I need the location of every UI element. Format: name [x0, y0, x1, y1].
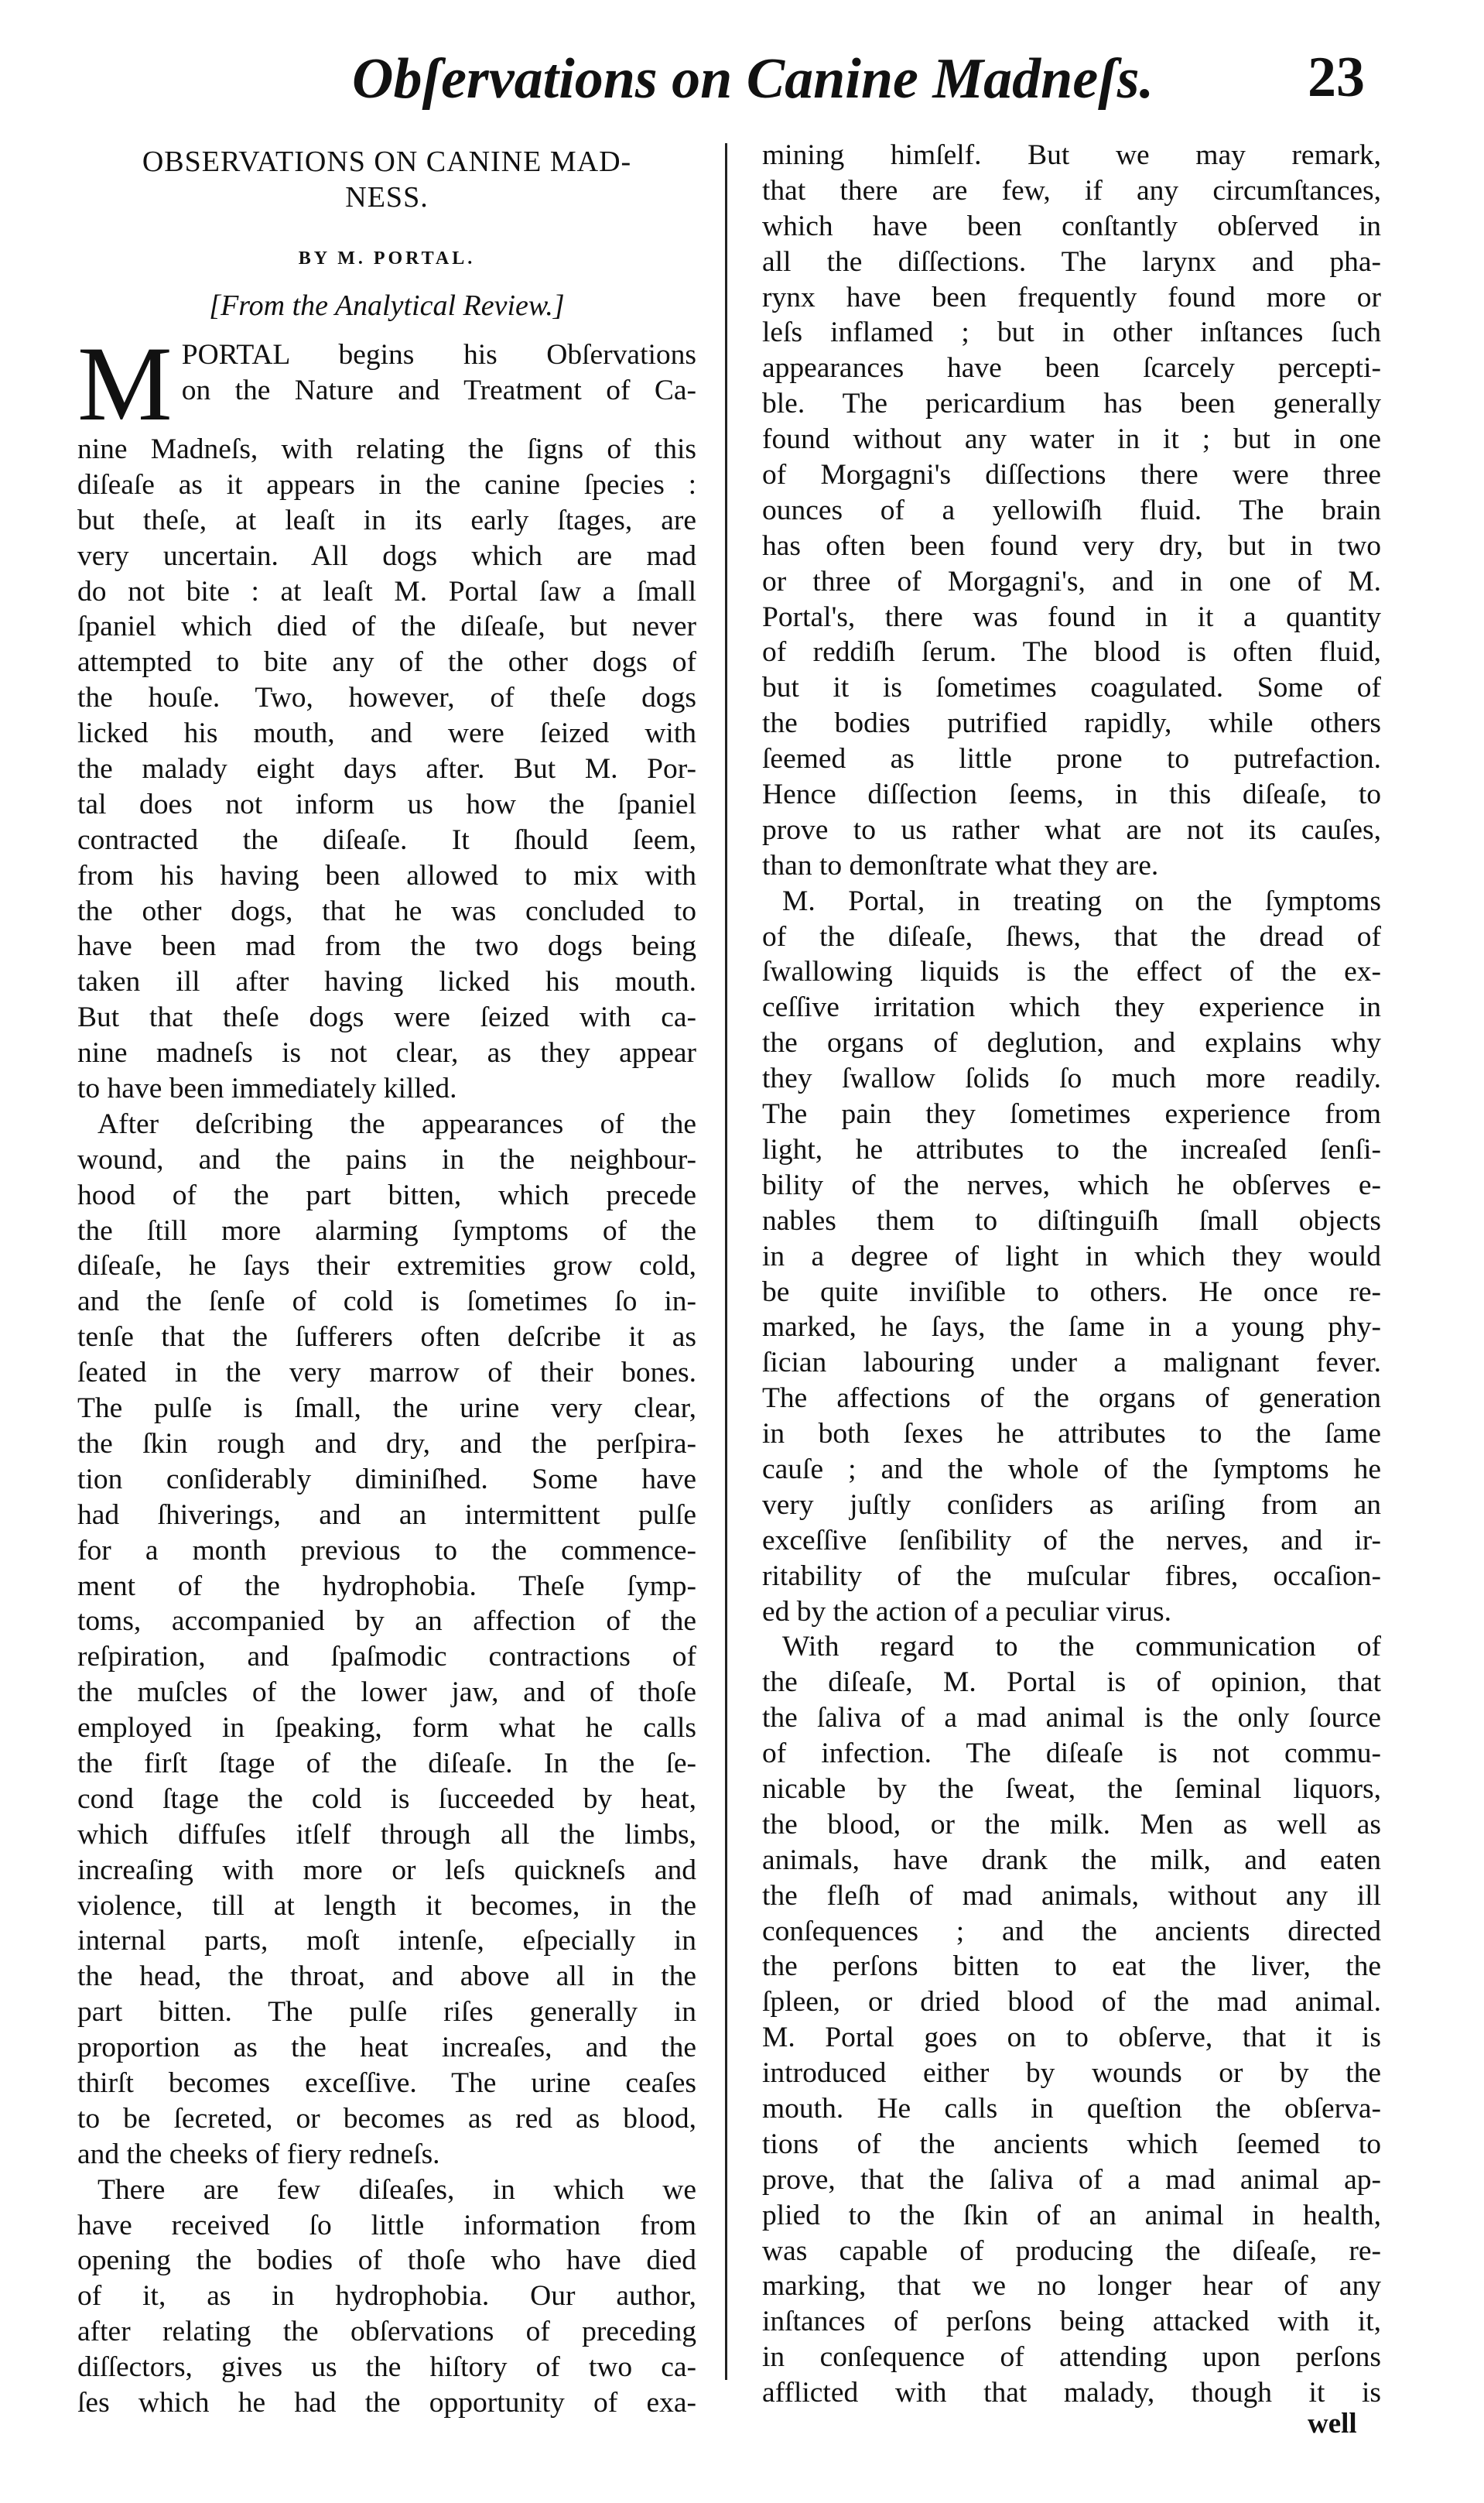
text-line: toms, accompanied by an affection of the — [77, 1605, 696, 1638]
text-line: animals, have drank the milk, and eaten — [762, 1844, 1381, 1876]
text-line: or three of Morgagni's, and in one of M. — [762, 565, 1381, 598]
text-line: With regard to the communication of — [782, 1631, 1381, 1663]
text-line: prove, that the ſaliva of a mad animal ap- — [762, 2163, 1381, 2196]
text-line: nine madneſs is not clear, as they appear — [77, 1037, 696, 1070]
text-line: But that theſe dogs were ſeized with ca- — [77, 1002, 696, 1034]
text-line: diſeaſe as it appears in the canine ſpecies : — [77, 468, 696, 501]
text-line: had ſhiverings, and an intermittent pulſe — [77, 1498, 696, 1531]
text-line: the organs of deglution, and explains why — [762, 1027, 1381, 1060]
text-line: be quite inviſible to others. He once re- — [762, 1275, 1381, 1308]
text-line: for a month previous to the commence- — [77, 1534, 696, 1567]
text-line: ment of the hydrophobia. Theſe ſymp- — [77, 1570, 696, 1602]
text-line: in both ſexes he attributes to the ſame — [762, 1418, 1381, 1450]
text-line: that there are few, if any circumſtances, — [762, 174, 1381, 207]
text-line: have received ſo little information from — [77, 2209, 696, 2241]
text-line: mouth. He calls in queſtion the obſerva- — [762, 2092, 1381, 2125]
text-line: of reddiſh ſerum. The blood is often fluid, — [762, 636, 1381, 669]
text-line: part bitten. The pulſe riſes generally in — [77, 1996, 696, 2029]
text-line: leſs inflamed ; but in other inſtances ſuch — [762, 317, 1381, 349]
article-title-line-1: OBSERVATIONS ON CANINE MAD- — [142, 146, 632, 178]
text-line: M. Portal goes on to obſerve, that it is — [762, 2022, 1381, 2054]
drop-cap: M — [77, 324, 173, 443]
text-line: the diſeaſe, M. Portal is of opinion, that — [762, 1666, 1381, 1699]
text-line: The affections of the organs of generation — [762, 1382, 1381, 1415]
text-line: of Morgagni's diſſections there were three — [762, 459, 1381, 491]
text-line: has often been found very dry, but in two — [762, 529, 1381, 562]
opening-paragraph — [77, 324, 696, 467]
text-line: the ſkin rough and dry, and the perſpira- — [77, 1427, 696, 1460]
text-line: very uncertain. All dogs which are mad — [77, 539, 696, 572]
text-line: conſequences ; and the ancients directed — [762, 1915, 1381, 1947]
text-line: ſes which he had the opportunity of exa- — [77, 2386, 696, 2419]
text-line: afflicted with that malady, though it is — [762, 2377, 1381, 2409]
text-line: in a degree of light in which they would — [762, 1240, 1381, 1272]
text-line: the other dogs, that he was concluded to — [77, 895, 696, 927]
text-line: ceſſive irritation which they experience in — [762, 991, 1381, 1024]
article-byline: BY M. PORTAL. — [298, 248, 476, 269]
text-line: the perſons bitten to eat the liver, the — [762, 1950, 1381, 1983]
text-line: bility of the nerves, which he obſerves e- — [762, 1169, 1381, 1201]
text-line: tion conſiderably diminiſhed. Some have — [77, 1463, 696, 1495]
text-line: tal does not inform us how the ſpaniel — [77, 788, 696, 820]
text-line: internal parts, moſt intenſe, eſpecially in — [77, 1925, 696, 1957]
text-line: to be ſecreted, or becomes as red as blood, — [77, 2102, 696, 2135]
text-line: introduced either by wounds or by the — [762, 2057, 1381, 2090]
text-line: the bodies putrified rapidly, while others — [762, 707, 1381, 740]
text-line: After deſcribing the appearances of the — [97, 1108, 696, 1140]
text-line: ed by the action of a peculiar virus. — [762, 1595, 1171, 1628]
text-line: employed in ſpeaking, form what he calls — [77, 1712, 696, 1745]
text-line: and the cheeks of fiery redneſs. — [77, 2138, 440, 2170]
text-line: of infection. The diſeaſe is not commu- — [762, 1738, 1381, 1770]
text-line: than to demonſtrate what they are. — [762, 849, 1159, 882]
article-title-line-2: NESS. — [345, 181, 429, 214]
text-line: increaſing with more or leſs quickneſs and — [77, 1854, 696, 1886]
text-line: ſpaniel which died of the diſeaſe, but never — [77, 611, 696, 643]
text-line: after relating the obſervations of preceding — [77, 2316, 696, 2348]
text-line: ritability of the muſcular fibres, occaſion- — [762, 1560, 1381, 1592]
text-line: plied to the ſkin of an animal in health, — [762, 2199, 1381, 2231]
text-line: nicable by the ſweat, the ſeminal liquors, — [762, 1772, 1381, 1805]
text-line: nine Madneſs, with relating the ſigns of this — [77, 433, 696, 465]
page-number: 23 — [1308, 46, 1365, 109]
text-line: hood of the part bitten, which precede — [77, 1179, 696, 1211]
text-line: appearances have been ſcarcely percepti- — [762, 352, 1381, 385]
text-line: prove to us rather what are not its cauſes, — [762, 813, 1381, 846]
text-line: ſeated in the very marrow of their bones. — [77, 1357, 696, 1389]
column-divider — [725, 143, 727, 2380]
text-line: of it, as in hydrophobia. Our author, — [77, 2280, 696, 2313]
text-line: The pulſe is ſmall, the urine very clear, — [77, 1392, 696, 1425]
text-line: they ſwallow ſolids ſo much more readily. — [762, 1063, 1381, 1095]
text-line: The pain they ſometimes experience from — [762, 1098, 1381, 1131]
text-line: exceſſive ſenſibility of the nerves, and ir- — [762, 1524, 1381, 1556]
text-line: Hence diſſection ſeems, in this diſeaſe, to — [762, 779, 1381, 811]
text-line: PORTAL begins his Obſervations — [181, 339, 696, 371]
left-column — [77, 138, 696, 2421]
text-line: of the diſeaſe, ſhews, that the dread of — [762, 920, 1381, 953]
text-line: contracted the diſeaſe. It ſhould ſeem, — [77, 823, 696, 856]
text-line: the ſtill more alarming ſymptoms of the — [77, 1214, 696, 1247]
text-line: the muſcles of the lower jaw, and of thoſe — [77, 1676, 696, 1709]
text-line: was capable of producing the diſeaſe, re- — [762, 2234, 1381, 2267]
text-line: ble. The pericardium has been generally — [762, 388, 1381, 420]
text-line: from his having been allowed to mix with — [77, 859, 696, 892]
text-line: M. Portal, in treating on the ſymptoms — [782, 885, 1381, 917]
text-line: wound, and the pains in the neighbour- — [77, 1143, 696, 1176]
running-header-title: Obſervations on Canine Madneſs. — [352, 47, 1154, 111]
text-line: the malady eight days after. But M. Por- — [77, 753, 696, 786]
text-line: all the diſſections. The larynx and pha- — [762, 245, 1381, 278]
text-line: diſeaſe, he ſays their extremities grow cold, — [77, 1250, 696, 1282]
right-column — [762, 138, 1381, 2411]
text-line: attempted to bite any of the other dogs of — [77, 646, 696, 679]
text-line: tions of the ancients which ſeemed to — [762, 2128, 1381, 2160]
text-line: taken ill after having licked his mouth. — [77, 966, 696, 998]
text-line: on the Nature and Treatment of Ca- — [181, 374, 696, 406]
text-line: marking, that we no longer hear of any — [762, 2270, 1381, 2303]
text-line: do not bite : at leaſt M. Portal ſaw a ſmall — [77, 575, 696, 608]
text-line: opening the bodies of thoſe who have died — [77, 2244, 696, 2277]
text-line: the head, the throat, and above all in the — [77, 1960, 696, 1993]
text-line: rynx have been frequently found more or — [762, 281, 1381, 313]
text-line: the blood, or the milk. Men as well as — [762, 1808, 1381, 1840]
text-line: violence, till at length it becomes, in the — [77, 1889, 696, 1922]
text-line: ſwallowing liquids is the effect of the ex- — [762, 956, 1381, 988]
text-line: ſpleen, or dried blood of the mad animal. — [762, 1986, 1381, 2018]
article-source: [From the Analytical Review.] — [209, 289, 565, 322]
text-line: and the ſenſe of cold is ſometimes ſo in- — [77, 1286, 696, 1318]
text-line: nables them to diſtinguiſh ſmall objects — [762, 1204, 1381, 1237]
text-line: very juſtly conſiders as ariſing from an — [762, 1488, 1381, 1521]
text-line: the ſaliva of a mad animal is the only ſource — [762, 1702, 1381, 1734]
text-line: which diffuſes itſelf through all the limbs, — [77, 1818, 696, 1851]
text-line: proportion as the heat increaſes, and the — [77, 2032, 696, 2064]
text-line: ſeemed as little prone to putrefaction. — [762, 743, 1381, 776]
left-body-text — [77, 467, 696, 2421]
text-line: cond ſtage the cold is ſucceeded by heat, — [77, 1782, 696, 1815]
text-line: but theſe, at leaſt in its early ſtages, are — [77, 504, 696, 536]
text-line: light, he attributes to the increaſed ſenſi- — [762, 1133, 1381, 1166]
text-line: cauſe ; and the whole of the ſymptoms he — [762, 1453, 1381, 1485]
right-body-text — [762, 138, 1381, 2411]
text-line: reſpiration, and ſpaſmodic contractions of — [77, 1641, 696, 1673]
catchword: well — [1308, 2408, 1357, 2440]
text-line: There are few diſeaſes, in which we — [97, 2173, 696, 2206]
text-line: in conſequence of attending upon perſons — [762, 2341, 1381, 2374]
article-title — [77, 144, 696, 215]
text-line: diſſectors, gives us the hiſtory of two ca- — [77, 2351, 696, 2384]
text-line: mining himſelf. But we may remark, — [762, 139, 1381, 171]
text-line: have been mad from the two dogs being — [77, 930, 696, 963]
text-line: ounces of a yellowiſh fluid. The brain — [762, 494, 1381, 526]
text-line: thirſt becomes exceſſive. The urine ceaſes — [77, 2066, 696, 2099]
text-line: the fleſh of mad animals, without any ill — [762, 1879, 1381, 1912]
text-line: ſician labouring under a malignant fever. — [762, 1347, 1381, 1379]
text-line: which have been conſtantly obſerved in — [762, 210, 1381, 242]
text-line: marked, he ſays, the ſame in a young phy- — [762, 1311, 1381, 1344]
text-line: but it is ſometimes coagulated. Some of — [762, 672, 1381, 704]
text-line: tenſe that the ſufferers often deſcribe it as — [77, 1321, 696, 1354]
text-line: to have been immediately killed. — [77, 1073, 457, 1105]
text-line: inſtances of perſons being attacked with it, — [762, 2306, 1381, 2338]
text-line: the houſe. Two, however, of theſe dogs — [77, 682, 696, 714]
text-line: the firſt ſtage of the diſeaſe. In the ſe- — [77, 1747, 696, 1779]
text-line: found without any water in it ; but in one — [762, 423, 1381, 456]
text-line: Portal's, there was found in it a quantity — [762, 601, 1381, 633]
text-line: licked his mouth, and were ſeized with — [77, 717, 696, 750]
